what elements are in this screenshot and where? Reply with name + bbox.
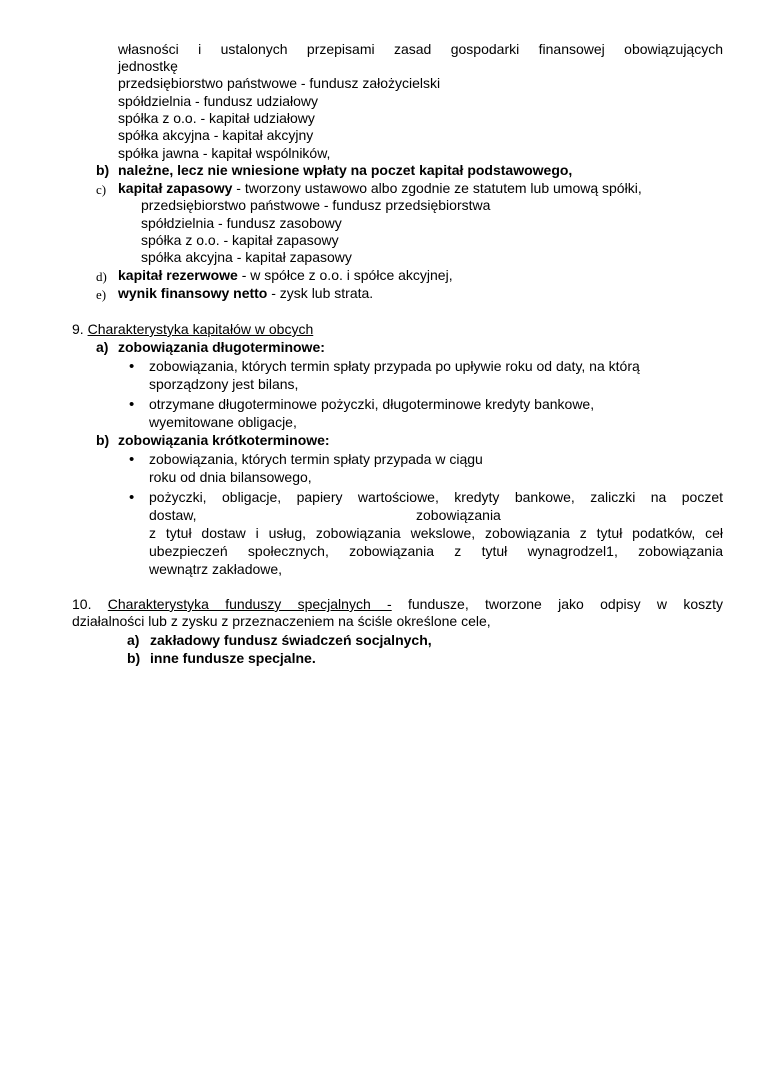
section9-a-title: zobowiązania długoterminowe: [118,339,325,355]
intro-item: spółka jawna - kapitał wspólników, [118,145,331,161]
bullet-icon: • [129,489,135,506]
bullet-icon: • [129,451,135,468]
section9-b-bullet2-line2b: zobowiązania [416,507,501,523]
item-c-line [118,180,642,197]
section9-b-bullet2-line3: z tytuł dostaw i usług, zobowiązania wekslowe, zobowiązania z tytuł podatków, ceł [149,525,723,541]
item-d-marker: d) [96,269,107,284]
section10-title: Charakterystyka funduszy specjalnych - [107,596,392,612]
item-d-bold: kapitał rezerwowe [118,267,238,283]
item-c-sub: spółka z o.o. - kapitał zapasowy [141,232,339,248]
item-d-line [118,267,453,284]
bullet-icon: • [129,358,135,375]
intro-line-1: własności i ustalonych przepisami zasad gospodarki finansowej obowiązujących [118,41,723,57]
item-d-rest: - w spółce z o.o. i spółce akcyjnej, [237,267,453,283]
section10-line2: działalności lub z zysku z przeznaczeniem na ściśle określone cele, [72,613,491,629]
item-c-marker: c) [96,182,107,197]
section9-b-bullet1-line1: zobowiązania, których termin spłaty przypada w ciągu [149,451,483,467]
section9-a-bullet1-line2: sporządzony jest bilans, [149,376,299,392]
section9-b-bullet2-line1: pożyczki, obligacje, papiery wartościowe, kredyty bankowe, zaliczki na poczet [149,489,723,505]
section9-title: Charakterystyka kapitałów w obcych [87,321,314,337]
bullet-icon: • [129,396,135,413]
item-c-sub: spółka akcyjna - kapitał zapasowy [141,249,352,265]
section9-a-bullet1-line1: zobowiązania, których termin spłaty przypada po upływie roku od daty, na którą [149,358,640,374]
item-e-rest: - zysk lub strata. [267,285,374,301]
item-e-bold: wynik finansowy netto [118,285,268,301]
section9-heading [72,321,313,338]
section9-b-title: zobowiązania krótkoterminowe: [118,432,330,448]
section10-rest: fundusze, tworzone jako odpisy w koszty [391,596,723,612]
item-c-bold: kapitał zapasowy [118,180,233,196]
item-b-marker: b) [96,162,110,178]
item-b-text: należne, lecz nie wniesione wpłaty na poczet kapitał podstawowego, [118,162,573,178]
section9-b-bullet2-line5: wewnątrz zakładowe, [149,561,283,577]
item-c-sub: spółdzielnia - fundusz zasobowy [141,215,342,231]
section9-b-marker: b) [96,432,110,448]
section9-a-bullet2-line2: wyemitowane obligacje, [149,414,297,430]
intro-item: spółka akcyjna - kapitał akcyjny [118,127,314,143]
intro-line-2: jednostkę [118,58,178,74]
item-c-rest: - tworzony ustawowo albo zgodnie ze statutem lub umową spółki, [232,180,642,196]
section10-b-marker: b) [127,650,141,666]
intro-item: spółdzielnia - fundusz udziałowy [118,93,318,109]
section9-b-bullet1-line2: roku od dnia bilansowego, [149,469,312,485]
item-c-sub: przedsiębiorstwo państwowe - fundusz przedsiębiorstwa [141,197,491,213]
section10-a-text: zakładowy fundusz świadczeń socjalnych, [150,632,432,648]
section9-b-bullet2-line4: ubezpieczeń społecznych, zobowiązania z tytuł wynagrodzel1, zobowiązania [149,543,723,559]
section9-a-bullet2-line1: otrzymane długoterminowe pożyczki, długoterminowe kredyty bankowe, [149,396,595,412]
intro-item: przedsiębiorstwo państwowe - fundusz założycielski [118,75,441,91]
section10-a-marker: a) [127,632,140,648]
section9-number: 9. [72,321,84,337]
section10-b-text: inne fundusze specjalne. [150,650,316,666]
item-e-marker: e) [96,287,107,302]
section10-number: 10. [72,596,92,612]
item-e-line [118,285,373,302]
intro-item: spółka z o.o. - kapitał udziałowy [118,110,315,126]
section9-b-bullet2-line2a: dostaw, [149,507,197,523]
section9-a-marker: a) [96,339,109,355]
section10-line1 [72,596,723,613]
